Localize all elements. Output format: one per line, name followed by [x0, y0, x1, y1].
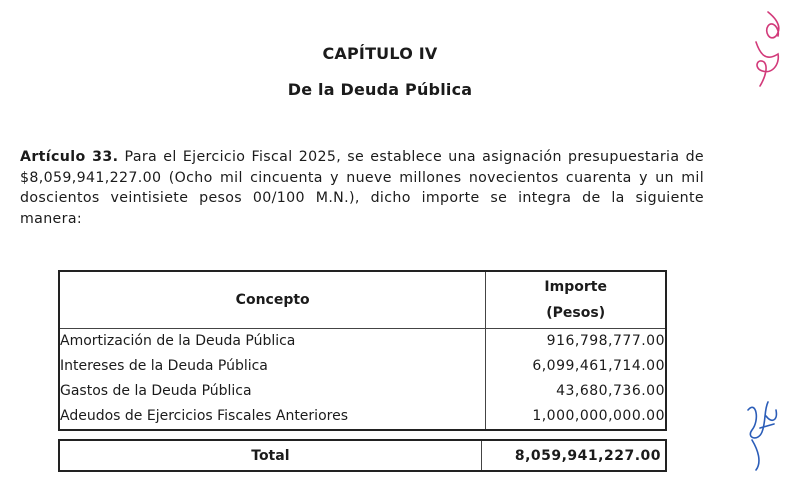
table-row — [59, 404, 666, 430]
article-label: Artículo 33. — [20, 149, 119, 165]
total-label: Total — [59, 440, 481, 471]
total-row — [59, 440, 666, 471]
row-concept: Adeudos de Ejercicios Fiscales Anteriores — [59, 404, 486, 430]
row-amount: 1,000,000,000.00 — [486, 404, 666, 430]
chapter-subtitle: De la Deuda Pública — [287, 80, 473, 99]
total-amount: 8,059,941,227.00 — [481, 440, 666, 471]
header-concept: Concepto — [59, 271, 486, 329]
signature-mark-bottom — [738, 380, 788, 475]
total-table — [58, 439, 667, 472]
row-concept: Gastos de la Deuda Pública — [59, 379, 486, 404]
article-text: Para el Ejercicio Fiscal 2025, se establece una asignación presupuestaria de $8,059,941,227.00 (Ocho mil cincuenta y nueve millones novecientos cuarenta y un mil doscientos veintisiete pesos 00/100 M.N.), dicho importe se integra de la siguiente manera: — [20, 149, 704, 227]
header-amount-line2: (Pesos) — [546, 305, 606, 321]
row-amount: 6,099,461,714.00 — [486, 354, 666, 379]
row-amount: 43,680,736.00 — [486, 379, 666, 404]
row-concept: Intereses de la Deuda Pública — [59, 354, 486, 379]
debt-table-container — [58, 270, 667, 464]
signature-mark-top — [738, 6, 788, 96]
table-row — [59, 379, 666, 404]
article-paragraph — [20, 147, 704, 229]
table-row — [59, 329, 666, 355]
row-concept: Amortización de la Deuda Pública — [59, 329, 486, 355]
header-amount-line1: Importe — [544, 279, 607, 295]
header-amount — [486, 271, 666, 329]
table-header-row — [59, 271, 666, 329]
row-amount: 916,798,777.00 — [486, 329, 666, 355]
table-row — [59, 354, 666, 379]
chapter-title: CAPÍTULO IV — [322, 44, 438, 63]
debt-table — [58, 270, 667, 431]
